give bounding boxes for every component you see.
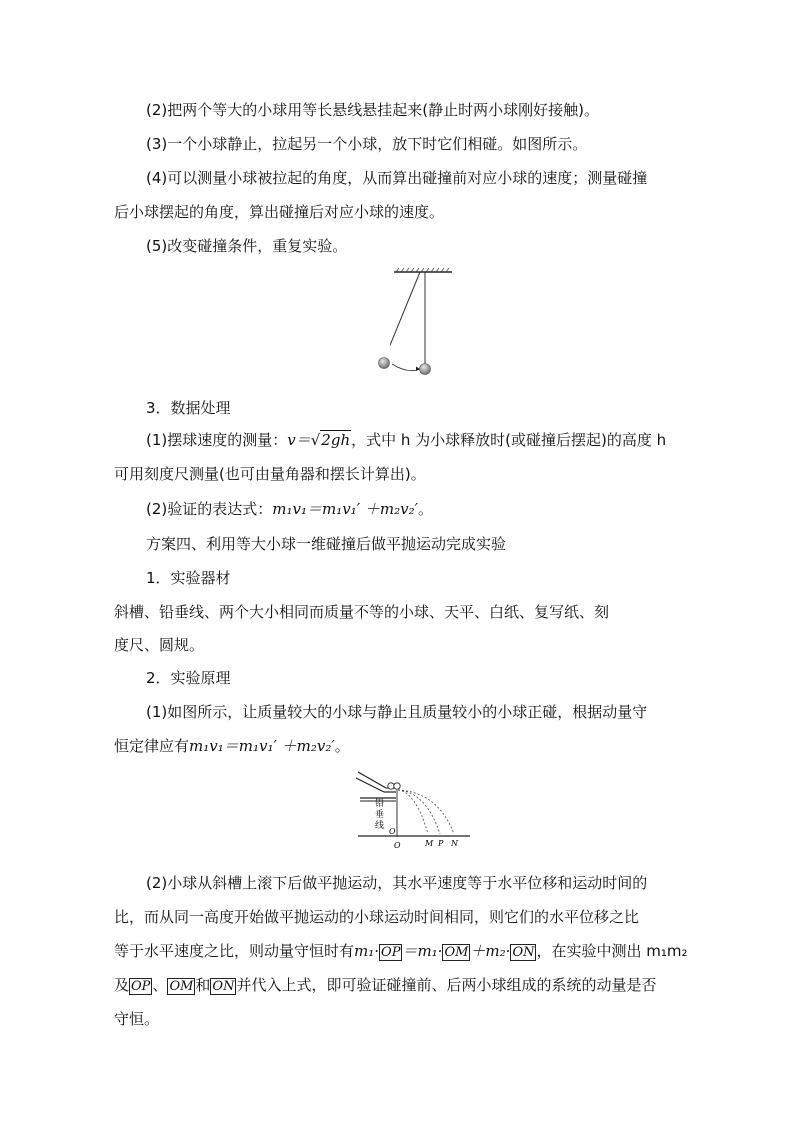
step-4-line1: (4)可以测量小球被拉起的角度，从而算出碰撞前对应小球的速度；测量碰撞	[146, 169, 648, 187]
heading-principle: 2．实验原理	[146, 669, 231, 687]
heading-data-processing: 3．数据处理	[146, 399, 231, 417]
sqrt-sign: √	[310, 431, 321, 449]
equipment-line1: 斜槽、铅垂线、两个大小相同而质量不等的小球、天平、白纸、复写纸、刻	[114, 603, 610, 621]
principle-2-line4	[114, 975, 656, 997]
principle-2-suffix: ，在实验中测出 m₁m₂	[536, 942, 688, 960]
principle-1-line2	[114, 736, 350, 756]
pendulum-figure	[390, 268, 456, 380]
principle-2-line1: (2)小球从斜槽上滚下后做平抛运动，其水平速度等于水平位移和运动时间的	[146, 874, 648, 892]
verification-expression	[146, 499, 433, 519]
speed-measurement-line2: 可用刻度尺测量(也可由量角器和摆长计算出)。	[114, 465, 426, 483]
swing-arc	[392, 364, 420, 371]
separator-1: 、	[152, 976, 168, 994]
verification-prefix: (2)验证的表达式：	[146, 500, 273, 518]
principle-2-line2: 比，而从同一高度开始做平抛运动的小球运动时间相同，则它们的水平位移之比	[114, 908, 640, 926]
vector-on-2: ON	[212, 979, 235, 994]
equipment-line2: 度尺、圆规。	[114, 636, 205, 654]
step-4-line2: 后小球摆起的角度，算出碰撞后对应小球的速度。	[114, 203, 445, 221]
principle-2-line4-suffix: 并代入上式，即可验证碰撞前、后两小球组成的系统的动量是否	[236, 976, 657, 994]
principle-2-line5: 守恒。	[114, 1010, 160, 1028]
principle-1-formula: m₁v₁＝m₁v₁′ ＋m₂v₂′	[189, 737, 335, 755]
principle-1-suffix: 。	[334, 737, 350, 755]
vector-om-2: OM	[169, 979, 194, 994]
label-o-bottom: O	[394, 841, 401, 850]
vector-op-2: OP	[131, 979, 151, 994]
formula-sqrt-body: 2gh	[321, 431, 351, 449]
speed-measurement-line1	[146, 430, 666, 450]
plumb-label-1: 铅	[375, 799, 385, 809]
verification-suffix: 。	[418, 500, 434, 518]
principle-1-prefix: 恒定律应有	[114, 737, 190, 755]
plan4-title: 方案四、利用等大小球一维碰撞后做平抛运动完成实验	[146, 535, 507, 553]
step-2: (2)把两个等大的小球用等长悬线悬挂起来(静止时两小球刚好接触)。	[146, 101, 599, 119]
vector-om: OM	[444, 945, 469, 960]
principle-2-and-prefix: 及	[114, 976, 130, 994]
step-3: (3)一个小球静止，拉起另一个小球，放下时它们相碰。如图所示。	[146, 135, 588, 153]
term-plus-m2: ＋m₂·	[470, 942, 511, 960]
principle-2-line3	[114, 941, 688, 963]
term-m1: m₁·	[354, 942, 380, 960]
label-p: P	[438, 839, 444, 848]
principle-2-prefix: 等于水平速度之比，则动量守恒时有	[114, 942, 355, 960]
speed-measurement-prefix: (1)摆球速度的测量：	[146, 431, 288, 449]
plumb-label-2: 垂	[375, 810, 385, 820]
separator-and: 和	[195, 976, 211, 994]
vector-op: OP	[381, 945, 401, 960]
projectile-figure	[354, 770, 474, 854]
principle-1-line1: (1)如图所示，让质量较大的小球与静止且质量较小的小球正碰，根据动量守	[146, 703, 648, 721]
verification-formula: m₁v₁＝m₁v₁′ ＋m₂v₂′	[272, 500, 419, 518]
label-m: M	[425, 839, 434, 848]
plumb-label-3: 线	[375, 821, 385, 831]
term-eq-m1: ＝m₁·	[402, 942, 443, 960]
label-o-inner: O	[389, 827, 396, 836]
formula-v: v＝	[287, 431, 311, 449]
vector-on: ON	[512, 945, 535, 960]
label-n: N	[451, 839, 458, 848]
left-ball-overlay	[376, 355, 392, 371]
speed-measurement-suffix: ，式中 h 为小球释放时(或碰撞后摆起)的高度 h	[351, 431, 667, 449]
step-5: (5)改变碰撞条件，重复实验。	[146, 237, 348, 255]
heading-equipment: 1．实验器材	[146, 569, 231, 587]
